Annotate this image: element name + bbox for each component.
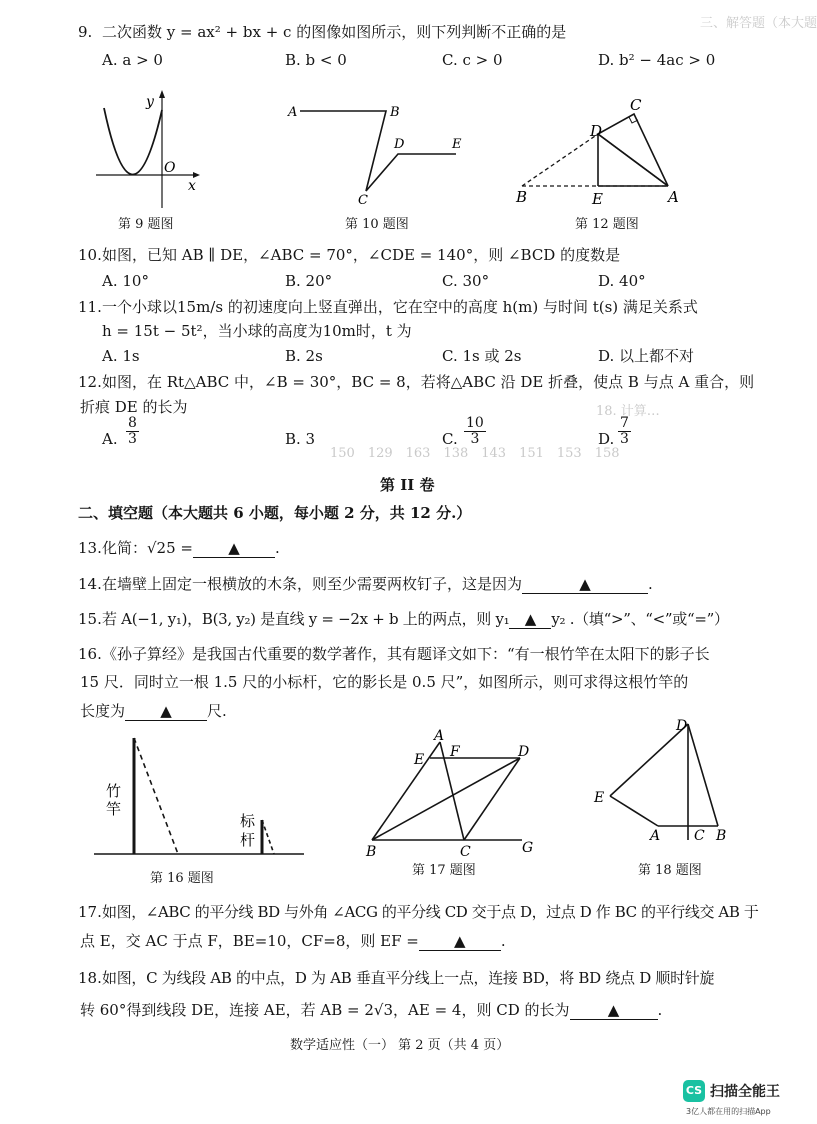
fig17-label-a: A	[434, 728, 445, 744]
fig18-label-d: D	[676, 718, 688, 734]
q11-number: 11.	[78, 298, 102, 316]
figure-16-caption: 第 16 题图	[150, 871, 214, 886]
q11-stem: 一个小球以15m/s 的初速度向上竖直弹出，它在空中的高度 h(m) 与时间 t(s) 满足关系式	[102, 298, 698, 316]
q9-option-c: C. c > 0	[442, 51, 503, 69]
q16-prefix: 长度为	[80, 702, 126, 720]
fig9-label-y: y	[146, 94, 154, 110]
q14-answer-blank[interactable]: ▲	[522, 575, 648, 594]
q10-option-b: B. 20°	[285, 272, 333, 290]
q11-option-a: A. 1s	[102, 347, 140, 365]
q12-stem-line2: 折痕 DE 的长为	[80, 398, 188, 416]
q10-option-d: D. 40°	[598, 272, 646, 290]
fig17-label-e: E	[414, 752, 425, 768]
figure-9-parabola	[96, 90, 206, 214]
q17-prefix: 点 E，交 AC 于点 F，BE=10，CF=8，则 EF =	[80, 932, 419, 950]
q10-number: 10.	[78, 246, 102, 264]
figure-17-caption: 第 17 题图	[412, 863, 476, 878]
volume-heading: 第 II 卷	[380, 476, 435, 494]
fig16-label-pole-2: 杆	[240, 831, 256, 849]
q16-answer-blank[interactable]: ▲	[125, 702, 207, 721]
q10-option-c: C. 30°	[442, 272, 490, 290]
q11-stem-line2: h = 15t − 5t²，当小球的高度为10m时，t 为	[102, 322, 412, 340]
fig10-label-c: C	[358, 193, 368, 208]
fig18-label-a: A	[650, 828, 661, 844]
q12-option-d-fraction	[618, 416, 631, 447]
q18-number: 18.	[78, 969, 102, 987]
fig10-label-d: D	[394, 137, 405, 152]
fraction-denominator: 3	[620, 431, 629, 447]
q17-answer-blank[interactable]: ▲	[419, 932, 501, 951]
q12-stem: 如图，在 Rt△ABC 中，∠B = 30°，BC = 8，若将△ABC 沿 DE 折叠，使点 B 与点 A 重合，则	[102, 373, 755, 391]
q9-option-d: D. b² − 4ac > 0	[598, 51, 716, 69]
q18-suffix: .	[657, 1001, 663, 1019]
q13-text	[102, 539, 280, 558]
q13-answer-blank[interactable]: ▲	[193, 539, 275, 558]
fig12-label-c: C	[630, 96, 642, 114]
page-footer: 数学适应性（一） 第 2 页（共 4 页）	[290, 1038, 510, 1053]
fraction-numerator: 10	[466, 415, 484, 431]
q11-option-b: B. 2s	[285, 347, 323, 365]
bleed-through-text: 150 129 163 138 143 151 153 158	[330, 446, 620, 461]
fig17-label-g: G	[522, 840, 534, 856]
fig16-label-pole-1: 标	[240, 812, 256, 830]
q18-text	[80, 1001, 662, 1020]
scanner-brand-name: 扫描全能王	[710, 1084, 780, 1100]
fraction-denominator: 3	[470, 431, 480, 447]
fig17-label-c: C	[460, 844, 471, 860]
q16-line2: 15 尺．同时立一根 1.5 尺的小标杆，它的影长是 0.5 尺”，如图所示，则可求得这根竹竿的	[80, 673, 689, 691]
figure-17-bisectors	[360, 728, 550, 862]
q12-option-a-label: A.	[102, 430, 118, 448]
fig16-label-bamboo-1: 竹	[106, 782, 122, 800]
q15-prefix: 若 A(−1, y₁)，B(3, y₂) 是直线 y = −2x + b 上的两点，则 y₁	[102, 610, 510, 628]
figure-10-parallel-lines	[286, 96, 476, 212]
fraction-numerator: 8	[128, 415, 137, 431]
fig12-label-d: D	[590, 122, 603, 140]
figure-10-caption: 第 10 题图	[345, 217, 409, 232]
bleed-through-text: 三、解答题（本大题	[700, 16, 817, 31]
q11-option-d: D. 以上都不对	[598, 347, 695, 365]
q18-line1: 如图，C 为线段 AB 的中点，D 为 AB 垂直平分线上一点，连接 BD，将 BD 绕点 D 顺时针旋	[102, 969, 715, 987]
q14-number: 14.	[78, 575, 102, 593]
fig9-label-o: O	[164, 160, 176, 176]
figure-18-rotation	[588, 712, 738, 856]
q18-prefix: 转 60°得到线段 DE，连接 AE，若 AB = 2√3，AE = 4，则 CD 的长为	[80, 1001, 570, 1019]
fraction-denominator: 3	[128, 431, 137, 447]
q12-option-c-fraction	[464, 416, 486, 447]
q16-line1: 《孙子算经》是我国古代重要的数学著作，其有题译文如下：“有一根竹竿在太阳下的影子长	[102, 645, 710, 663]
fig12-label-e: E	[592, 190, 603, 208]
q18-answer-blank[interactable]: ▲	[570, 1001, 658, 1020]
fig10-label-a: A	[288, 105, 298, 120]
q9-number: 9.	[78, 23, 93, 41]
q12-number: 12.	[78, 373, 102, 391]
fig18-label-c: C	[694, 828, 705, 844]
figure-9-caption: 第 9 题图	[118, 217, 174, 232]
fig17-label-d: D	[518, 744, 530, 760]
figure-12-caption: 第 12 题图	[575, 217, 639, 232]
bleed-through-text: 18. 计算…	[596, 404, 660, 419]
fig12-label-b: B	[516, 188, 528, 206]
q17-number: 17.	[78, 903, 102, 921]
q17-line1: 如图，∠ABC 的平分线 BD 与外角 ∠ACG 的平分线 CD 交于点 D，过点 D 作 BC 的平行线交 AB 于	[102, 903, 759, 921]
q17-text	[80, 932, 506, 951]
q14-text	[102, 575, 653, 594]
fig18-label-b: B	[716, 828, 727, 844]
q15-suffix: y₂ .（填“>”、“<”或“=”）	[551, 610, 729, 628]
q14-suffix: .	[648, 575, 653, 593]
q12-option-d-label: D.	[598, 430, 615, 448]
q13-prefix: 化简：√25 =	[102, 539, 193, 557]
q10-option-a: A. 10°	[102, 272, 149, 290]
q15-answer-blank[interactable]: ▲	[509, 610, 551, 629]
q9-option-b: B. b < 0	[285, 51, 347, 69]
q13-suffix: .	[274, 539, 280, 557]
figure-18-caption: 第 18 题图	[638, 863, 702, 878]
fig16-label-bamboo-2: 竿	[106, 800, 122, 818]
fig17-label-b: B	[366, 844, 377, 860]
figure-16-shadow	[90, 728, 310, 867]
fig17-label-f: F	[450, 744, 460, 760]
q12-option-b: B. 3	[285, 430, 316, 448]
fig10-label-e: E	[452, 137, 462, 152]
scanner-tagline: 3亿人都在用的扫描App	[686, 1107, 771, 1116]
q9-option-a: A. a > 0	[102, 51, 163, 69]
fig12-label-a: A	[668, 188, 679, 206]
q12-option-c-label: C.	[442, 430, 458, 448]
q15-number: 15.	[78, 610, 102, 628]
q15-text	[102, 610, 729, 629]
q14-prefix: 在墙壁上固定一根横放的木条，则至少需要两枚钉子，这是因为	[102, 575, 523, 593]
fraction-numerator: 7	[620, 415, 629, 431]
q9-stem: 二次函数 y = ax² + bx + c 的图像如图所示，则下列判断不正确的是	[102, 23, 567, 41]
q16-suffix: 尺.	[207, 702, 227, 720]
fig9-label-x: x	[188, 178, 196, 194]
q17-suffix: .	[500, 932, 506, 950]
fig18-label-e: E	[594, 790, 605, 806]
q12-option-a-fraction	[126, 416, 139, 447]
section-title: 二、填空题（本大题共 6 小题，每小题 2 分，共 12 分.）	[78, 504, 472, 522]
figure-12-triangle	[510, 94, 690, 214]
fig10-label-b: B	[390, 105, 400, 120]
q13-number: 13.	[78, 539, 102, 557]
scanner-logo-icon: CS	[683, 1080, 705, 1102]
q16-text	[80, 702, 227, 721]
q16-number: 16.	[78, 645, 102, 663]
q11-option-c: C. 1s 或 2s	[442, 347, 522, 365]
q10-stem: 如图，已知 AB ∥ DE，∠ABC = 70°，∠CDE = 140°，则 ∠BCD 的度数是	[102, 246, 621, 264]
